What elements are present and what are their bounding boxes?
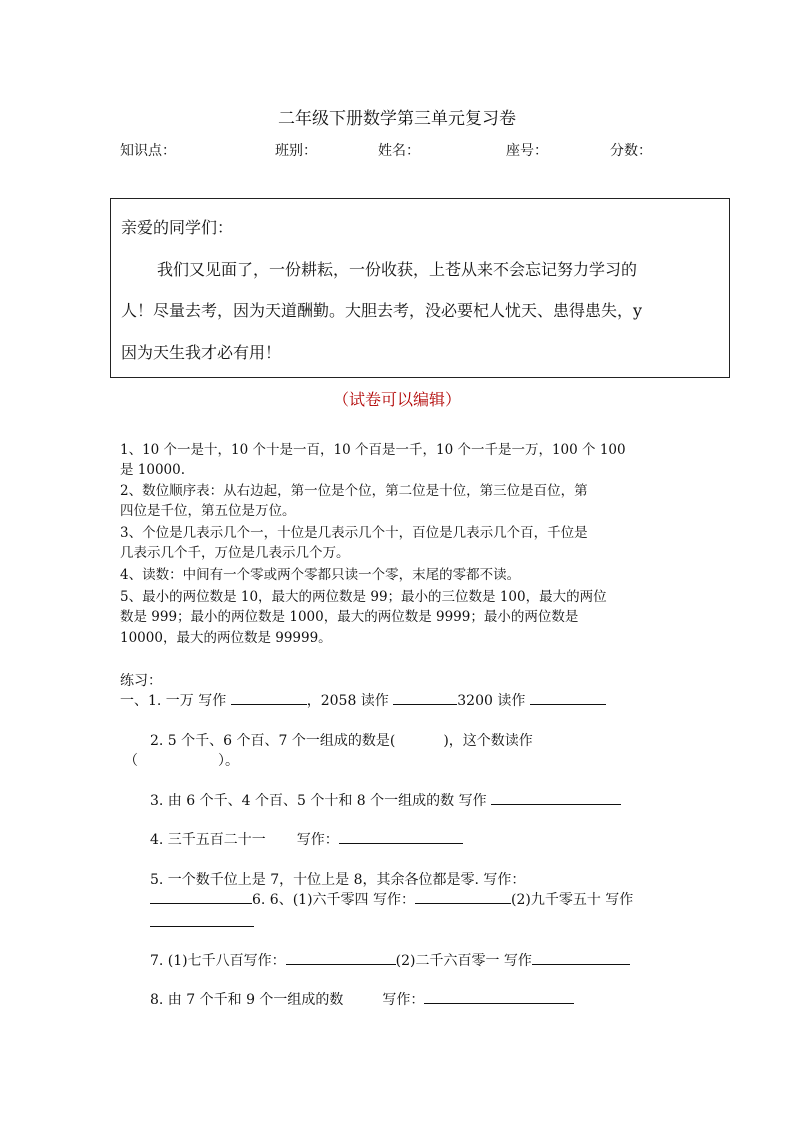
question-1 xyxy=(120,690,606,710)
knowledge-line: 5、最小的两位数是 10，最大的两位数是 99；最小的三位数是 100，最大的两位 xyxy=(120,589,607,605)
name-label: 姓名： xyxy=(378,143,420,159)
answer-blank[interactable] xyxy=(532,950,630,965)
q8-write: 写作： xyxy=(382,992,425,1008)
editable-note: （试卷可以编辑） xyxy=(332,390,461,409)
seat-label: 座号： xyxy=(506,143,548,159)
question-2 xyxy=(150,730,533,750)
q8-text: 8. 由 7 个千和 9 个一组成的数 xyxy=(150,992,344,1008)
page-title: 二年级下册数学第三单元复习卷 xyxy=(278,109,516,129)
question-2-line2 xyxy=(124,750,239,770)
answer-blank[interactable] xyxy=(393,690,457,705)
q2-open-paren: （ xyxy=(124,753,138,769)
q3-text: 3. 由 6 个千、4 个百、5 个十和 8 个一组成的数 写作 xyxy=(150,793,487,809)
knowledge-line: 2、数位顺序表：从右边起，第一位是个位，第二位是十位，第三位是百位，第 xyxy=(120,483,588,499)
question-8 xyxy=(150,989,574,1009)
intro-line-3: 因为天生我才必有用！ xyxy=(121,343,282,362)
question-7 xyxy=(150,950,630,970)
knowledge-line: 4、读数：中间有一个零或两个零都只读一个零，末尾的零都不读。 xyxy=(120,567,521,583)
answer-blank[interactable] xyxy=(530,690,606,705)
knowledge-line: 几表示几个千，万位是几表示几个万。 xyxy=(120,545,350,561)
question-4 xyxy=(150,829,463,849)
answer-blank[interactable] xyxy=(231,690,307,705)
q2-text: 2. 5 个千、6 个百、7 个一组成的数是( xyxy=(150,733,396,749)
q2-close-paren: ）。 xyxy=(218,753,239,769)
q1-mid1: ，2058 读作 xyxy=(306,693,389,709)
q1-mid2: 3200 读作 xyxy=(457,693,526,709)
answer-blank[interactable] xyxy=(415,889,511,904)
knowledge-line: 3、个位是几表示几个一，十位是几表示几个十，百位是几表示几个百，千位是 xyxy=(120,525,588,541)
knowledge-point-label: 知识点： xyxy=(120,143,176,159)
question-6 xyxy=(150,889,633,909)
practice-label: 练习： xyxy=(120,673,162,689)
q1-prefix: 一、1. 一万 写作 xyxy=(120,693,227,709)
knowledge-line: 数是 999；最小的两位数是 1000，最大的两位数是 9999；最小的两位数是 xyxy=(120,609,579,625)
q6-text2: (2)九千零五十 写作 xyxy=(511,892,634,908)
knowledge-line: 10000，最大的两位数是 99999。 xyxy=(120,630,332,646)
q7-text2: (2)二千六百零一 写作 xyxy=(395,953,532,969)
question-3 xyxy=(150,790,621,810)
q4-text: 4. 三千五百二十一 xyxy=(150,832,266,848)
answer-blank[interactable] xyxy=(150,925,254,927)
answer-blank[interactable] xyxy=(424,989,574,1004)
intro-line-1: 我们又见面了，一份耕耘，一份收获，上苍从来不会忘记努力学习的 xyxy=(157,260,638,279)
q7-text1: 7. (1)七千八百写作： xyxy=(150,953,286,969)
knowledge-line: 是 10000. xyxy=(120,462,186,478)
intro-line-2: 人！尽量去考，因为天道酬勤。大胆去考，没必要杞人忧天、患得患失，y xyxy=(121,301,643,320)
answer-blank[interactable] xyxy=(150,889,252,904)
score-label: 分数： xyxy=(610,143,652,159)
class-label: 班别： xyxy=(275,143,317,159)
q2-text2: )，这个数读作 xyxy=(443,733,533,749)
question-5: 5. 一个数千位上是 7，十位上是 8，其余各位都是零. 写作： xyxy=(150,872,526,888)
answer-blank[interactable] xyxy=(286,950,396,965)
answer-blank[interactable] xyxy=(491,790,621,805)
q6-text1: 6. 6、(1)六千零四 写作： xyxy=(252,892,415,908)
answer-blank[interactable] xyxy=(339,829,463,844)
intro-box xyxy=(110,198,730,378)
intro-greeting: 亲爱的同学们： xyxy=(121,218,234,237)
knowledge-line: 1、10 个一是十，10 个十是一百，10 个百是一千，10 个一千是一万，100 个 100 xyxy=(120,442,626,458)
knowledge-line: 四位是千位，第五位是万位。 xyxy=(120,503,296,519)
q4-write: 写作： xyxy=(296,832,339,848)
